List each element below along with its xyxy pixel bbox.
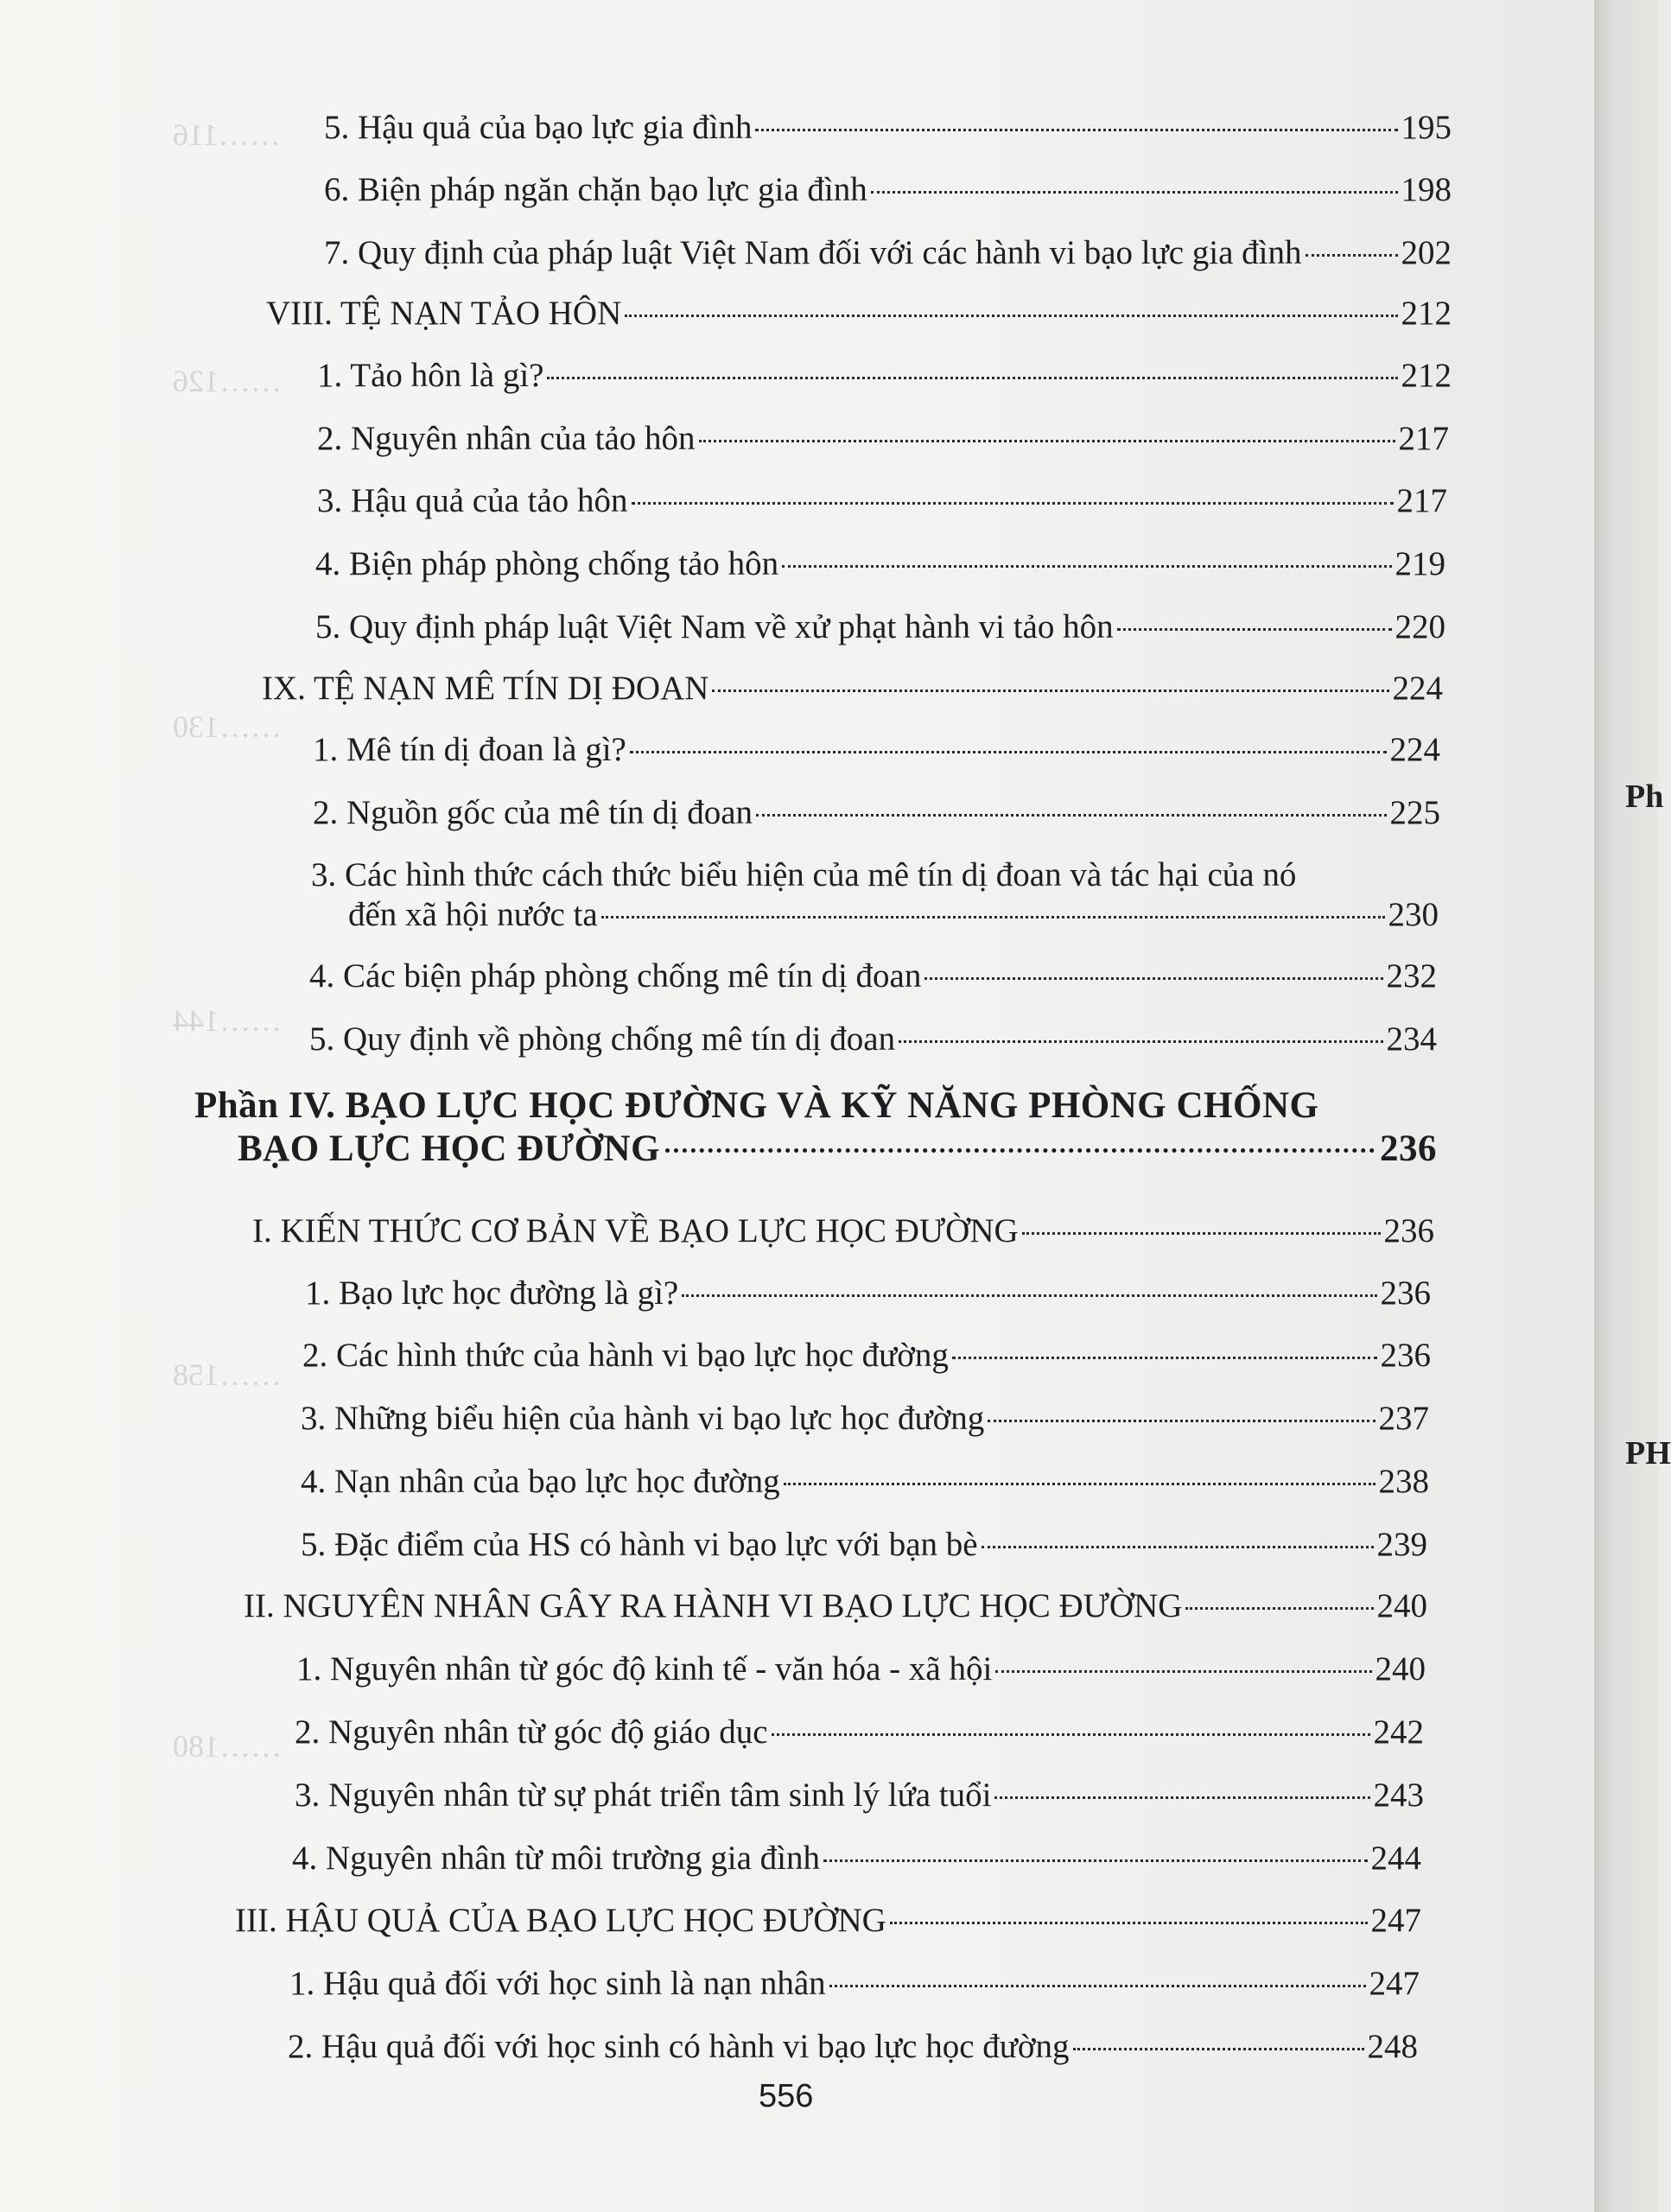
toc-entry-page: 234 bbox=[1386, 1020, 1437, 1058]
toc-entry[interactable] bbox=[296, 1649, 1426, 1689]
toc-entry-page: 224 bbox=[1389, 731, 1440, 768]
show-through-text: ……158 bbox=[173, 1357, 282, 1392]
toc-entry[interactable] bbox=[301, 1399, 1429, 1439]
dot-leader bbox=[988, 1420, 1375, 1422]
toc-entry-title: 4. Nạn nhân của bạo lực học đường bbox=[301, 1463, 780, 1500]
toc-entry-page: 219 bbox=[1395, 545, 1445, 582]
toc-entry[interactable] bbox=[317, 356, 1452, 396]
toc-entry-title: 2. Hậu quả đối với học sinh có hành vi bạo lực học đường bbox=[288, 2028, 1070, 2065]
toc-entry-title: 1. Nguyên nhân từ góc độ kinh tế - văn hóa - xã hội bbox=[296, 1650, 993, 1688]
dot-leader bbox=[1306, 254, 1398, 257]
toc-entry-page: 237 bbox=[1378, 1400, 1429, 1437]
dot-leader bbox=[547, 377, 1397, 379]
toc-entry-page: 240 bbox=[1375, 1650, 1426, 1688]
toc-entry-page: 232 bbox=[1386, 957, 1437, 995]
dot-leader bbox=[1073, 2048, 1364, 2050]
toc-entry-page: 244 bbox=[1370, 1840, 1421, 1877]
toc-entry[interactable] bbox=[288, 2027, 1418, 2067]
toc-entry-title: 7. Quy định của pháp luật Việt Nam đối với các hành vi bạo lực gia đình bbox=[324, 234, 1302, 271]
toc-entry[interactable] bbox=[301, 1462, 1429, 1502]
dot-leader bbox=[899, 1040, 1382, 1043]
dot-leader bbox=[699, 440, 1395, 442]
toc-entry-page: 236 bbox=[1383, 1212, 1434, 1249]
toc-section[interactable] bbox=[266, 294, 1452, 334]
toc-entry-page: 230 bbox=[1388, 896, 1439, 933]
toc-entry-title: 2. Nguyên nhân của tảo hôn bbox=[317, 420, 696, 457]
toc-entry-page: 202 bbox=[1401, 234, 1452, 271]
show-through-text: ……116 bbox=[173, 118, 281, 152]
toc-entry-page: 220 bbox=[1395, 608, 1445, 645]
toc-entry-title: 4. Biện pháp phòng chống tảo hôn bbox=[315, 545, 779, 582]
toc-entry-title: 2. Nguồn gốc của mê tín dị đoan bbox=[313, 794, 753, 831]
show-through-text: ……180 bbox=[173, 1729, 282, 1764]
dot-leader bbox=[772, 1733, 1370, 1736]
toc-entry-page: 236 bbox=[1380, 1337, 1431, 1374]
dot-leader bbox=[712, 690, 1388, 692]
toc-entry-title: 3. Hậu quả của tảo hôn bbox=[317, 482, 628, 519]
toc-entry-page: 212 bbox=[1401, 295, 1452, 332]
toc-entry[interactable] bbox=[295, 1776, 1424, 1815]
toc-section-title: II. NGUYÊN NHÂN GÂY RA HÀNH VI BẠO LỰC HỌC ĐƯỜNG bbox=[244, 1587, 1183, 1624]
toc-section[interactable] bbox=[252, 1211, 1434, 1251]
part-heading-line1: Phần IV. BẠO LỰC HỌC ĐƯỜNG VÀ KỸ NĂNG PHÒNG CHỐNG bbox=[194, 1085, 1319, 1126]
toc-entry-title: 3. Các hình thức cách thức biểu hiện của mê tín dị đoan và tác hại của nó bbox=[311, 856, 1297, 893]
toc-entry-page: 217 bbox=[1398, 420, 1449, 457]
toc-section-title: I. KIẾN THỨC CƠ BẢN VỀ BẠO LỰC HỌC ĐƯỜNG bbox=[252, 1212, 1019, 1249]
toc-entry-title: 4. Nguyên nhân từ môi trường gia đình bbox=[292, 1840, 820, 1877]
toc-entry-page: 225 bbox=[1389, 794, 1440, 831]
toc-section-title: III. HẬU QUẢ CỦA BẠO LỰC HỌC ĐƯỜNG bbox=[235, 1902, 886, 1939]
show-through-text: ……130 bbox=[173, 709, 282, 744]
toc-entry-title: 5. Quy định pháp luật Việt Nam về xử phạt hành vi tảo hôn bbox=[315, 608, 1114, 645]
toc-entry-page: 212 bbox=[1401, 357, 1452, 394]
toc-entry[interactable] bbox=[324, 170, 1452, 210]
dot-leader bbox=[756, 814, 1386, 817]
dot-leader bbox=[982, 1546, 1374, 1548]
next-page-edge-text: PH bbox=[1625, 1435, 1671, 1471]
toc-entry-page: 248 bbox=[1367, 2028, 1418, 2065]
dot-leader bbox=[995, 1670, 1371, 1673]
toc-entry-title: 3. Nguyên nhân từ sự phát triển tâm sinh lý lứa tuổi bbox=[295, 1777, 992, 1814]
toc-entry-page: 247 bbox=[1369, 1965, 1420, 2002]
toc-entry[interactable] bbox=[313, 793, 1440, 833]
toc-entry-title: 1. Bạo lực học đường là gì? bbox=[305, 1274, 679, 1312]
toc-entry-title: 2. Nguyên nhân từ góc độ giáo dục bbox=[295, 1713, 768, 1751]
show-through-text: ……144 bbox=[173, 1003, 282, 1038]
dot-leader bbox=[890, 1922, 1368, 1924]
toc-entry-page: 240 bbox=[1376, 1587, 1427, 1624]
toc-entry-title: 5. Hậu quả của bạo lực gia đình bbox=[324, 109, 753, 146]
toc-entry[interactable] bbox=[315, 544, 1445, 584]
toc-section[interactable] bbox=[262, 669, 1443, 709]
toc-entry-title: 5. Quy định về phòng chống mê tín dị đoan bbox=[309, 1020, 896, 1058]
toc-entry-page: 224 bbox=[1392, 670, 1443, 707]
part-heading-line2: BẠO LỰC HỌC ĐƯỜNG bbox=[238, 1128, 661, 1169]
show-through-text: ……126 bbox=[173, 364, 282, 398]
dot-leader bbox=[625, 315, 1397, 317]
toc-entry[interactable] bbox=[302, 1336, 1431, 1376]
toc-entry-page: 242 bbox=[1373, 1713, 1424, 1751]
toc-entry-title: 5. Đặc điểm của HS có hành vi bạo lực với bạn bè bbox=[301, 1526, 978, 1563]
toc-entry-title-line2: đến xã hội nước ta bbox=[348, 896, 598, 933]
next-page-edge bbox=[1594, 0, 1671, 2212]
dot-leader bbox=[871, 191, 1398, 194]
dot-leader bbox=[823, 1859, 1368, 1862]
dot-leader bbox=[1117, 628, 1392, 631]
toc-entry-title: 3. Những biểu hiện của hành vi bạo lực học đường bbox=[301, 1400, 985, 1437]
part-heading[interactable] bbox=[194, 1084, 1437, 1171]
toc-entry-page: 247 bbox=[1370, 1902, 1421, 1939]
toc-entry-title: 2. Các hình thức của hành vi bạo lực học đường bbox=[302, 1337, 949, 1374]
toc-entry[interactable] bbox=[289, 1964, 1420, 2004]
dot-leader bbox=[1022, 1232, 1381, 1235]
dot-leader bbox=[630, 751, 1387, 753]
toc-entry[interactable] bbox=[324, 108, 1452, 148]
toc-entry-title: 6. Biện pháp ngăn chặn bạo lực gia đình bbox=[324, 171, 867, 208]
toc-entry-multiline bbox=[311, 855, 1439, 935]
page-number: 556 bbox=[759, 2078, 814, 2114]
dot-leader bbox=[1185, 1607, 1373, 1610]
toc-entry[interactable] bbox=[324, 233, 1452, 273]
dot-leader bbox=[782, 565, 1391, 568]
toc-entry-page: 198 bbox=[1401, 171, 1452, 208]
toc-section[interactable] bbox=[244, 1586, 1427, 1626]
toc-entry-page: 238 bbox=[1378, 1463, 1429, 1500]
next-page-edge-text: Ph bbox=[1625, 779, 1664, 815]
dot-leader bbox=[952, 1357, 1377, 1359]
toc-entry-title: 4. Các biện pháp phòng chống mê tín dị đoan bbox=[309, 957, 922, 995]
toc-entry-page: 217 bbox=[1396, 482, 1447, 519]
dot-leader bbox=[994, 1796, 1369, 1799]
dot-leader bbox=[755, 129, 1397, 131]
toc-entry-title: 1. Mê tín dị đoan là gì? bbox=[313, 731, 626, 768]
dot-leader bbox=[665, 1148, 1375, 1153]
toc-entry[interactable] bbox=[317, 481, 1447, 521]
toc-entry-title: 1. Hậu quả đối với học sinh là nạn nhân bbox=[289, 1965, 826, 2002]
dot-leader bbox=[924, 977, 1382, 980]
part-heading-line2-row bbox=[194, 1128, 1437, 1171]
toc-entry-page: 195 bbox=[1401, 109, 1452, 146]
toc-entry-page: 243 bbox=[1373, 1777, 1424, 1814]
toc-entry-page: 236 bbox=[1380, 1274, 1431, 1312]
toc-entry[interactable] bbox=[292, 1839, 1421, 1878]
toc-entry[interactable] bbox=[309, 957, 1437, 996]
toc-section-title: IX. TỆ NẠN MÊ TÍN DỊ ĐOAN bbox=[262, 670, 709, 707]
toc-entry-title: 1. Tảo hôn là gì? bbox=[317, 357, 544, 394]
part-heading-page: 236 bbox=[1380, 1128, 1437, 1169]
toc-entry[interactable] bbox=[309, 1020, 1437, 1059]
dot-leader bbox=[601, 916, 1385, 918]
toc-entry[interactable] bbox=[311, 855, 1439, 935]
toc-entry[interactable] bbox=[295, 1713, 1424, 1752]
toc-entry[interactable] bbox=[313, 730, 1440, 770]
toc-entry[interactable] bbox=[317, 419, 1449, 459]
toc-entry-continuation bbox=[311, 895, 1439, 935]
toc-entry-page: 239 bbox=[1376, 1526, 1427, 1563]
toc-entry[interactable] bbox=[315, 607, 1445, 647]
toc-section-title: VIII. TỆ NẠN TẢO HÔN bbox=[266, 295, 622, 332]
dot-leader bbox=[829, 1985, 1366, 1987]
dot-leader bbox=[632, 502, 1394, 505]
toc-entry[interactable] bbox=[305, 1274, 1431, 1313]
toc-entry[interactable] bbox=[301, 1525, 1427, 1565]
dot-leader bbox=[784, 1483, 1376, 1485]
toc-section[interactable] bbox=[235, 1901, 1421, 1941]
dot-leader bbox=[682, 1294, 1376, 1297]
